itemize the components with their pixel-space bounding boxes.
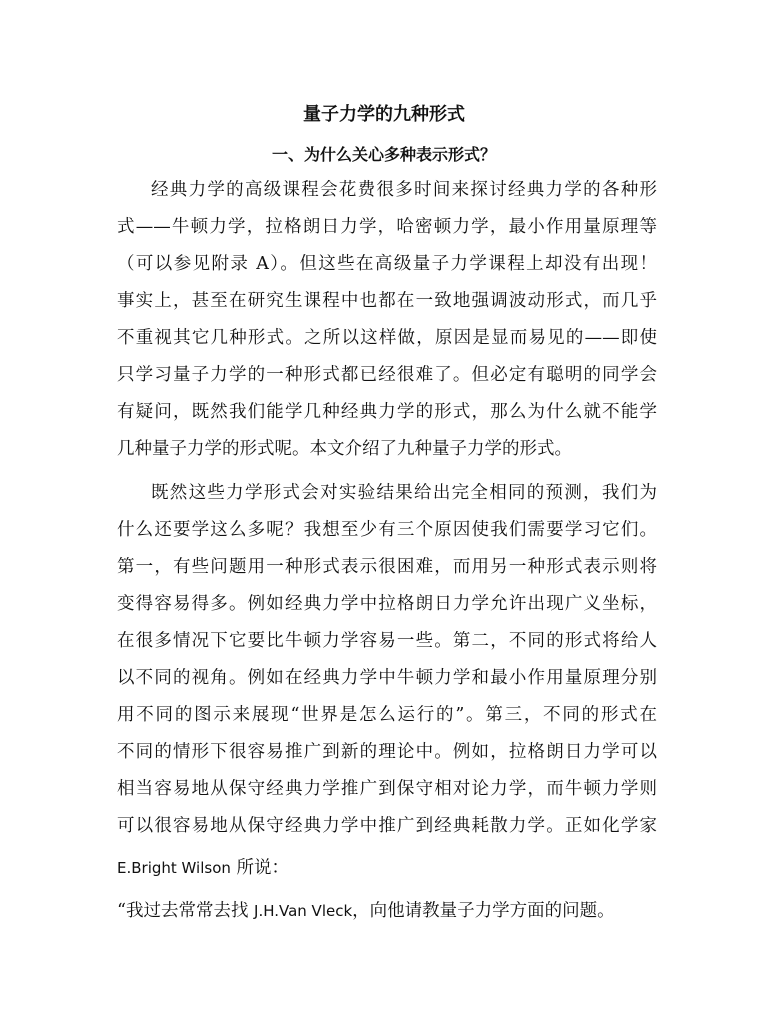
- document-title: 量子力学的九种形式: [303, 104, 465, 125]
- person-name: E.Bright Wilson: [117, 859, 231, 877]
- paragraph-line: 不同的情形下很容易推广到新的理论中。例如，拉格朗日力学可以: [117, 742, 657, 762]
- paragraph-line: 以不同的视角。例如在经典力学中牛顿力学和最小作用量原理分别: [117, 668, 657, 688]
- paragraph-line: 变得容易得多。例如经典力学中拉格朗日力学允许出现广义坐标，: [117, 594, 657, 614]
- paragraph-line: 相当容易地从保守经典力学推广到保守相对论力学，而牛顿力学则: [117, 779, 657, 799]
- paragraph-line: （可以参见附录 A）。但这些在高级量子力学课程上却没有出现！: [117, 254, 657, 274]
- paragraph-line: 第一，有些问题用一种形式表示很困难，而用另一种形式表示则将: [117, 557, 657, 577]
- paragraph-line: 几种量子力学的形式呢。本文介绍了九种量子力学的形式。: [117, 439, 572, 459]
- paragraph-line: 经典力学的高级课程会花费很多时间来探讨经典力学的各种形: [151, 180, 657, 200]
- paragraph-line: 有疑问，既然我们能学几种经典力学的形式，那么为什么就不能学: [117, 402, 657, 422]
- paragraph-line: 既然这些力学形式会对实验结果给出完全相同的预测，我们为: [151, 483, 657, 503]
- paragraph-line: 不重视其它几种形式。之所以这样做，原因是显而易见的——即使: [117, 328, 657, 348]
- text-span: 所说：: [230, 858, 289, 878]
- text-span: “我过去常常去找: [117, 901, 255, 921]
- person-name: J.H.Van Vleck: [254, 902, 353, 920]
- paragraph-line: 什么还要学这么多呢？我想至少有三个原因使我们需要学习它们。: [117, 520, 657, 540]
- paragraph-line: 用不同的图示来展现“世界是怎么运行的”。第三，不同的形式在: [117, 705, 657, 725]
- paragraph-line: 可以很容易地从保守经典力学中推广到经典耗散力学。正如化学家: [117, 816, 657, 836]
- paragraph-line: 事实上，甚至在研究生课程中也都在一致地强调波动形式，而几乎: [117, 291, 657, 311]
- paragraph-line: 只学习量子力学的一种形式都已经很难了。但必定有聪明的同学会: [117, 365, 657, 385]
- paragraph-line-wilson: [117, 850, 657, 886]
- text-span: ，向他请教量子力学方面的问题。: [352, 901, 615, 921]
- quote-line: [117, 893, 657, 929]
- paragraph-line: 在很多情况下它要比牛顿力学容易一些。第二，不同的形式将给人: [117, 631, 657, 651]
- section-heading: 一、为什么关心多种表示形式？: [271, 145, 496, 164]
- paragraph-line: 式——牛顿力学，拉格朗日力学，哈密顿力学，最小作用量原理等: [117, 217, 657, 237]
